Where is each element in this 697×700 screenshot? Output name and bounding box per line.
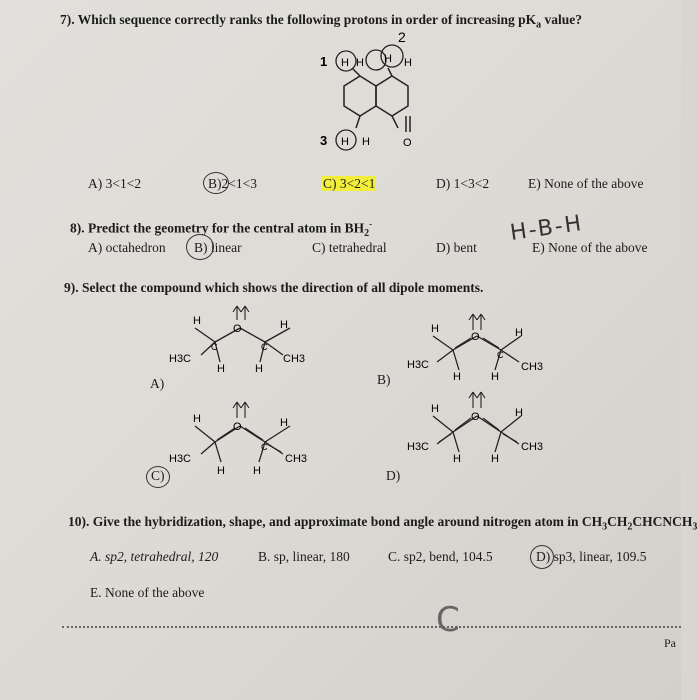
svg-text:H: H (280, 319, 288, 331)
svg-text:H: H (362, 136, 370, 148)
q9-label-d[interactable]: D) (386, 468, 401, 483)
svg-text:H: H (404, 57, 412, 69)
q8-choice-e[interactable]: E) None of the above (532, 240, 648, 255)
svg-text:H: H (453, 453, 461, 465)
q7-choice-b[interactable]: B)2<1<3 (208, 176, 257, 191)
svg-text:H: H (356, 57, 364, 69)
q10-stem: 10). Give the hybridization, shape, and approximate bond angle around nitrogen atom in $CH_3CH_2CHCNCH_3$ (68, 514, 697, 533)
svg-text:H3C: H3C (407, 441, 430, 453)
page-number-label: Pa (664, 636, 676, 650)
svg-text:CH3: CH3 (285, 453, 308, 465)
svg-text:H3C: H3C (407, 359, 430, 371)
q7-molecule (300, 28, 430, 163)
q8-choice-b[interactable]: B) linear (194, 240, 242, 255)
q8-choice-a[interactable]: A) octahedron (88, 240, 166, 255)
svg-text:H: H (341, 57, 349, 69)
q7-choice-c[interactable]: C) 3<2<1 (323, 176, 376, 191)
svg-text:H: H (491, 371, 499, 383)
q8-handwritten-lewis: H-B-H (508, 211, 585, 246)
q7-choice-e[interactable]: E) None of the above (528, 176, 644, 191)
q10-choice-d[interactable]: D) sp3, linear, 109.5 (536, 549, 647, 564)
svg-text:H3C: H3C (169, 353, 192, 365)
svg-text:H: H (217, 465, 225, 477)
svg-text:H: H (341, 136, 349, 148)
svg-text:3: 3 (320, 133, 328, 148)
svg-text:H3C: H3C (169, 453, 192, 465)
q9-molecule-c (165, 398, 335, 483)
svg-text:H: H (255, 363, 263, 375)
svg-text:H: H (453, 371, 461, 383)
q8-stem: 8). Predict the geometry for the central atom in $BH_2^-$ (70, 219, 373, 240)
q8-choice-d[interactable]: D) bent (436, 240, 477, 255)
svg-text:H: H (515, 407, 523, 419)
svg-text:O: O (471, 331, 480, 343)
svg-text:CH3: CH3 (283, 353, 306, 365)
q10-choice-c[interactable]: C. sp2, bend, 104.5 (388, 549, 493, 564)
q10-choice-b[interactable]: B. sp, linear, 180 (258, 549, 350, 564)
svg-text:C: C (261, 442, 268, 452)
q10-handwritten-answer: C (436, 600, 460, 640)
svg-text:O: O (233, 421, 242, 433)
q9-label-b[interactable]: B) (377, 372, 391, 387)
svg-text:H: H (515, 327, 523, 339)
q9-label-c[interactable]: C) (151, 468, 165, 483)
svg-text:H: H (491, 453, 499, 465)
svg-text:1: 1 (320, 54, 328, 69)
svg-text:O: O (471, 411, 480, 423)
svg-text:H: H (431, 323, 439, 335)
q10-choice-e[interactable]: E. None of the above (90, 585, 205, 600)
svg-text:C: C (211, 342, 218, 352)
svg-text:2: 2 (398, 29, 406, 45)
svg-text:C: C (497, 350, 504, 360)
svg-text:H: H (280, 417, 288, 429)
svg-text:O: O (403, 137, 412, 149)
q9-molecule-a (165, 300, 335, 385)
q9-stem: 9). Select the compound which shows the direction of all dipole moments. (64, 280, 484, 295)
svg-text:O: O (233, 323, 242, 335)
q7-choice-a[interactable]: A) 3<1<2 (88, 176, 142, 191)
svg-text:CH3: CH3 (521, 361, 544, 373)
svg-text:C: C (261, 342, 268, 352)
svg-text:H: H (384, 53, 392, 65)
q7-stem: 7). Which sequence correctly ranks the following protons in order of increasing $pK_a$ value? (60, 12, 583, 31)
svg-text:H: H (193, 413, 201, 425)
q9-label-a[interactable]: A) (150, 376, 165, 391)
svg-text:H: H (217, 363, 225, 375)
q7-choice-d[interactable]: D) 1<3<2 (436, 176, 490, 191)
q9-molecule-b (405, 310, 575, 390)
proton-circle-2a (366, 50, 386, 70)
svg-text:H: H (193, 315, 201, 327)
svg-text:CH3: CH3 (521, 441, 544, 453)
svg-text:H: H (431, 403, 439, 415)
q10-choice-a[interactable]: A. sp2, tetrahedral, 120 (90, 549, 219, 564)
q8-choice-c[interactable]: C) tetrahedral (312, 240, 387, 255)
answer-dotted-line (62, 626, 681, 628)
q9-molecule-d (405, 388, 575, 473)
svg-text:H: H (253, 465, 261, 477)
